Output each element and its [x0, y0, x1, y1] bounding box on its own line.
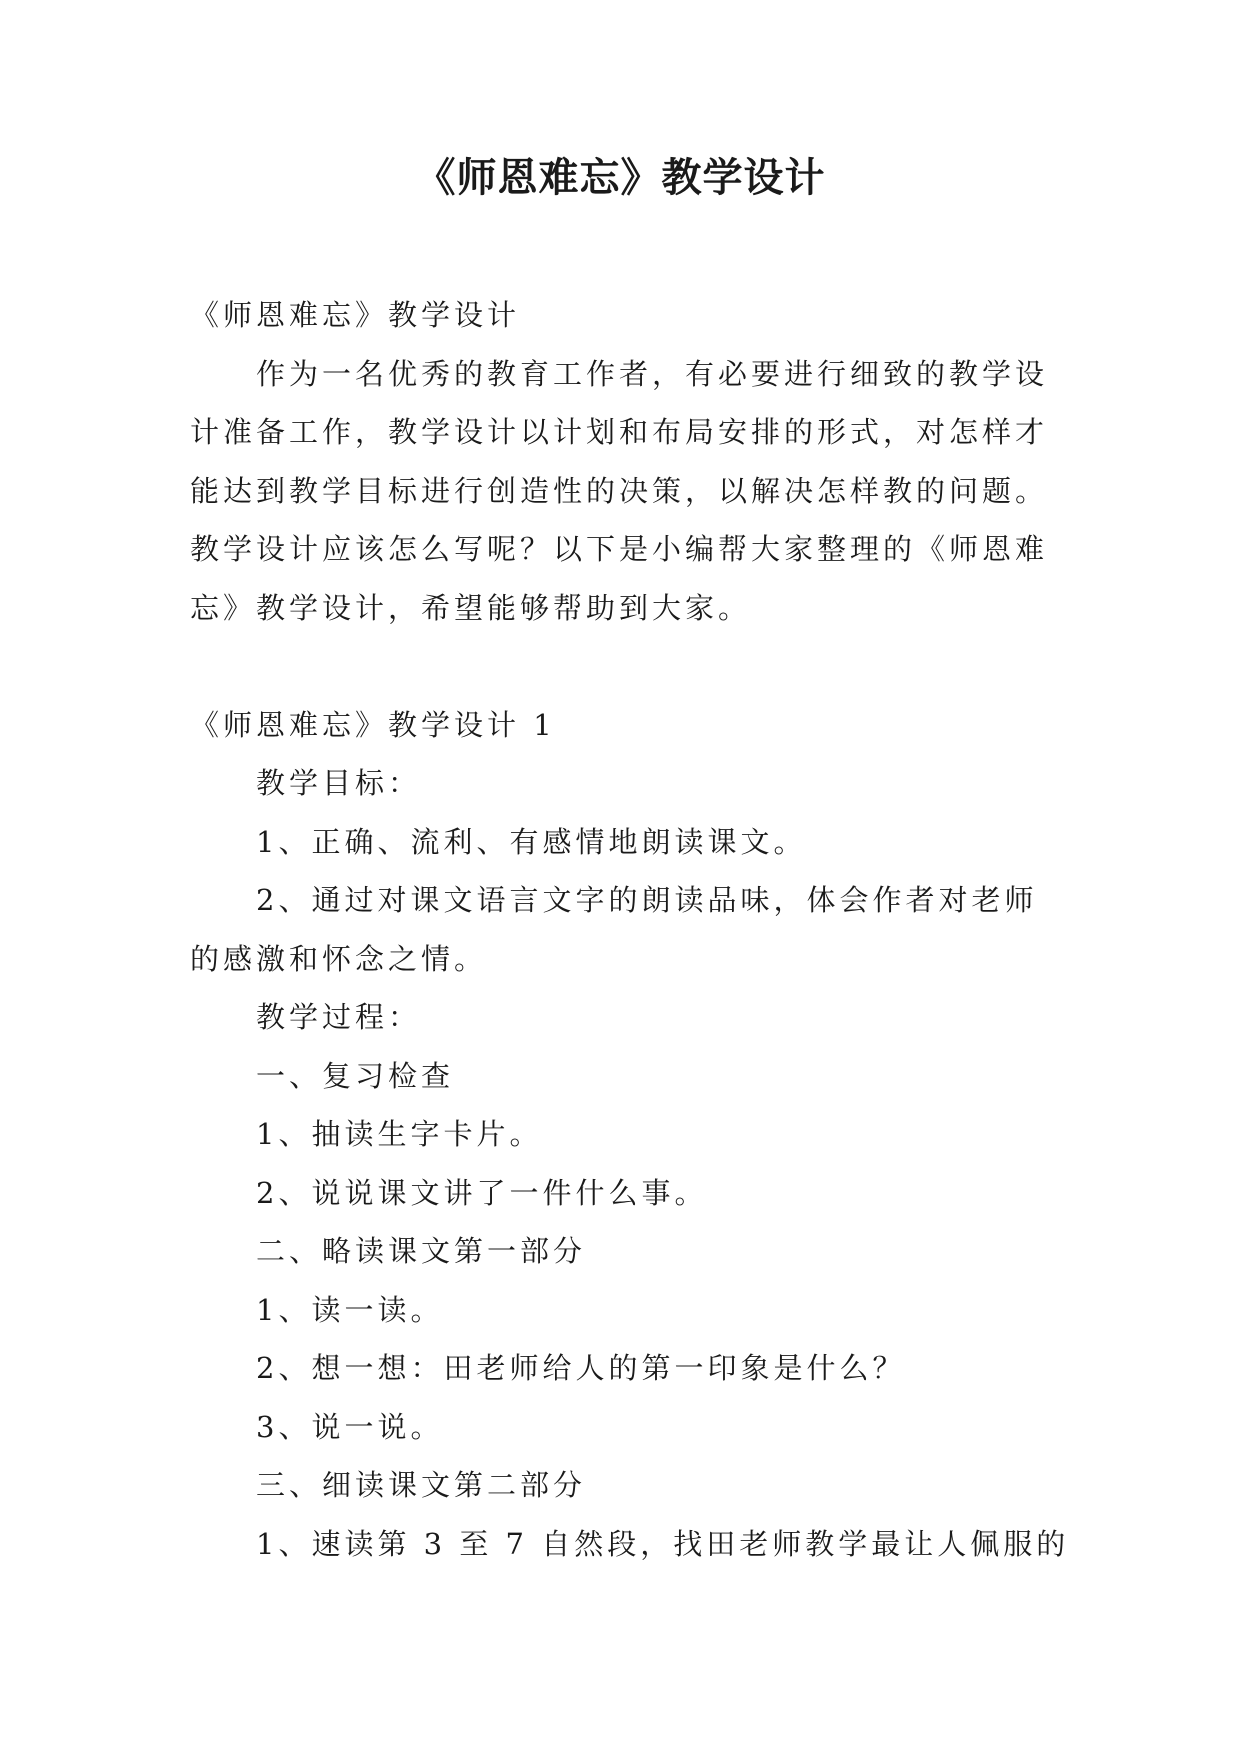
document-body — [190, 286, 1070, 1573]
paragraph-line: 教学设计应该怎么写呢？以下是小编帮大家整理的《师恩难 — [190, 532, 1049, 566]
list-item: 1、读一读。 — [256, 1292, 444, 1327]
intro-heading: 《师恩难忘》教学设计 — [190, 298, 521, 332]
list-item: 1、正确、流利、有感情地朗读课文。 — [256, 824, 807, 859]
step-heading: 二、略读课文第一部分 — [256, 1234, 587, 1268]
subheading: 教学目标： — [256, 766, 422, 800]
list-item: 2、想一想：田老师给人的第一印象是什么？ — [256, 1351, 906, 1385]
list-item: 2、通过对课文语言文字的朗读品味，体会作者对老师 — [256, 883, 1038, 917]
step-heading: 一、复习检查 — [256, 1058, 455, 1093]
paragraph-line: 作为一名优秀的教育工作者，有必要进行细致的教学设 — [256, 356, 1049, 391]
paragraph-line: 计准备工作，教学设计以计划和布局安排的形式，对怎样才 — [190, 415, 1049, 449]
list-item: 2、说说课文讲了一件什么事。 — [256, 1175, 708, 1210]
subheading: 教学过程： — [256, 1000, 422, 1034]
step-heading: 三、细读课文第二部分 — [256, 1468, 587, 1502]
document-title: 《师恩难忘》教学设计 — [415, 155, 826, 201]
blank-line — [190, 637, 1070, 696]
list-item: 1、抽读生字卡片。 — [256, 1117, 543, 1151]
list-item: 1、速读第 3 至 7 自然段，找田老师教学最让人佩服的 — [256, 1526, 1070, 1561]
paragraph-line: 忘》教学设计，希望能够帮助到大家。 — [190, 590, 752, 625]
list-item-continuation: 的感激和怀念之情。 — [190, 941, 488, 976]
section-heading: 《师恩难忘》教学设计 1 — [190, 707, 556, 742]
paragraph-line: 能达到教学目标进行创造性的决策，以解决怎样教的问题。 — [190, 473, 1049, 508]
list-item: 3、说一说。 — [256, 1409, 444, 1444]
